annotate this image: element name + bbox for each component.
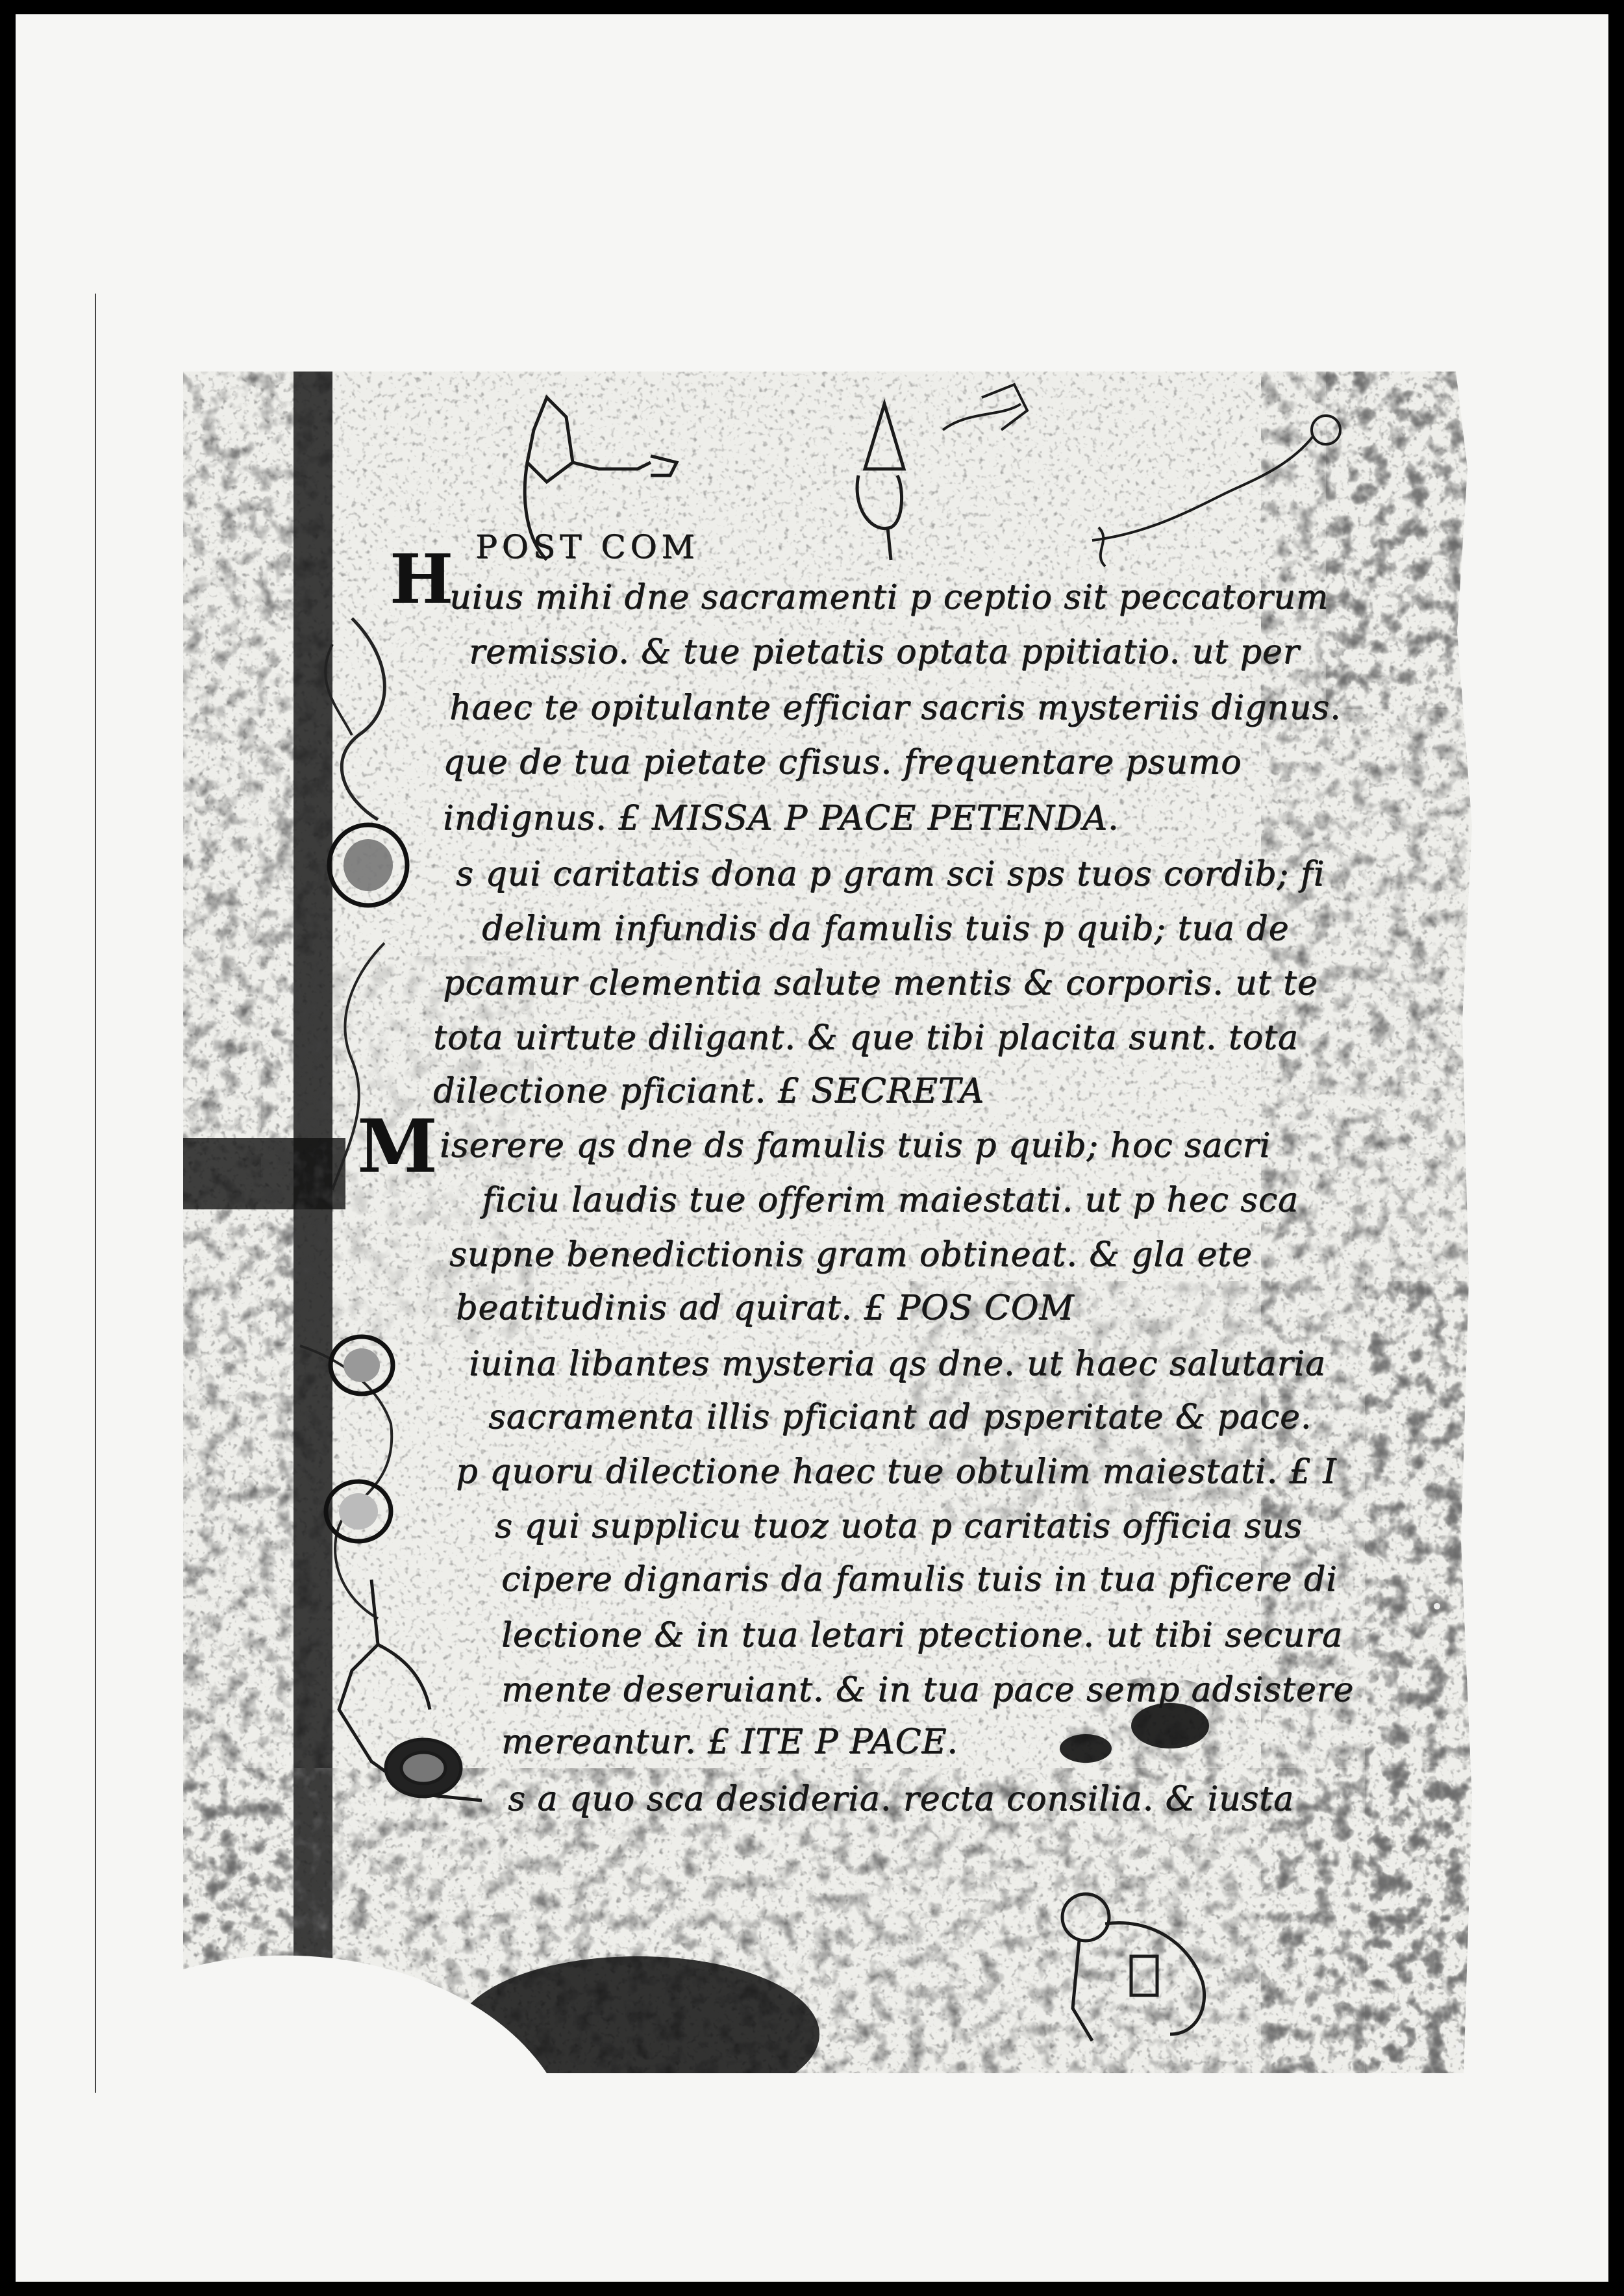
manuscript-line: cipere dignaris da famulis tuis in tua pficere di <box>501 1560 1338 1599</box>
manuscript-line: uius mihi dne sacramenti p ceptio sit peccatorum <box>449 578 1329 617</box>
manuscript-line: pcamur clementia salute mentis & corporis. ut te <box>443 964 1318 1003</box>
corner-dot-right-2 <box>1456 2043 1464 2051</box>
manuscript-line: iserere qs dne ds famulis tuis p quib; hoc sacri <box>440 1126 1271 1165</box>
manuscript-line: beatitudinis ad quirat. £ POS COM <box>456 1289 1075 1328</box>
manuscript-line: p quoru dilectione haec tue obtulim maiestati. £ I <box>456 1452 1337 1491</box>
manuscript-line: mereantur. £ ITE P PACE. <box>501 1722 958 1761</box>
manuscript-folio <box>183 372 1472 2073</box>
manuscript-line: remissio. & tue pietatis optata ppitiatio. ut per <box>469 633 1300 672</box>
scanned-page <box>16 14 1608 2282</box>
manuscript-line: s qui supplicu tuoz uota p caritatis officia sus <box>495 1507 1303 1546</box>
manuscript-line: dilectione pficiant. £ SECRETA <box>433 1072 984 1111</box>
manuscript-line: lectione & in tua letari ptectione. ut tibi secura <box>501 1616 1343 1655</box>
manuscript-line: supne benedictionis gram obtineat. & gla ete <box>449 1235 1253 1274</box>
manuscript-line: que de tua pietate cfisus. frequentare psumo <box>443 743 1242 782</box>
manuscript-line: delium infundis da famulis tuis p quib; tua de <box>482 909 1290 948</box>
rubric-post-com: POST COM <box>475 528 699 566</box>
corner-dot-right <box>1434 1603 1440 1609</box>
manuscript-line: iuina libantes mysteria qs dne. ut haec salutaria <box>469 1344 1326 1383</box>
manuscript-line: haec te opitulante efficiar sacris mysteriis dignus. <box>449 688 1342 727</box>
manuscript-line: mente deseruiant. & in tua pace semp adsistere <box>501 1671 1354 1709</box>
manuscript-line: ficiu laudis tue offerim maiestati. ut p hec sca <box>482 1181 1299 1220</box>
manuscript-line: tota uirtute diligant. & que tibi placita sunt. tota <box>433 1018 1299 1057</box>
manuscript-line: s qui caritatis dona p gram sci sps tuos cordib; fi <box>456 855 1325 894</box>
manuscript-line: s a quo sca desideria. recta consilia. & iusta <box>508 1780 1294 1819</box>
manuscript-text <box>183 372 1472 2073</box>
crop-mark-left <box>95 294 96 2093</box>
manuscript-line: sacramenta illis pficiant ad psperitate & pace. <box>488 1398 1312 1437</box>
initial-h: H <box>390 539 454 619</box>
initial-m: M <box>357 1104 438 1189</box>
manuscript-line: indignus. £ MISSA P PACE PETENDA. <box>443 799 1119 838</box>
